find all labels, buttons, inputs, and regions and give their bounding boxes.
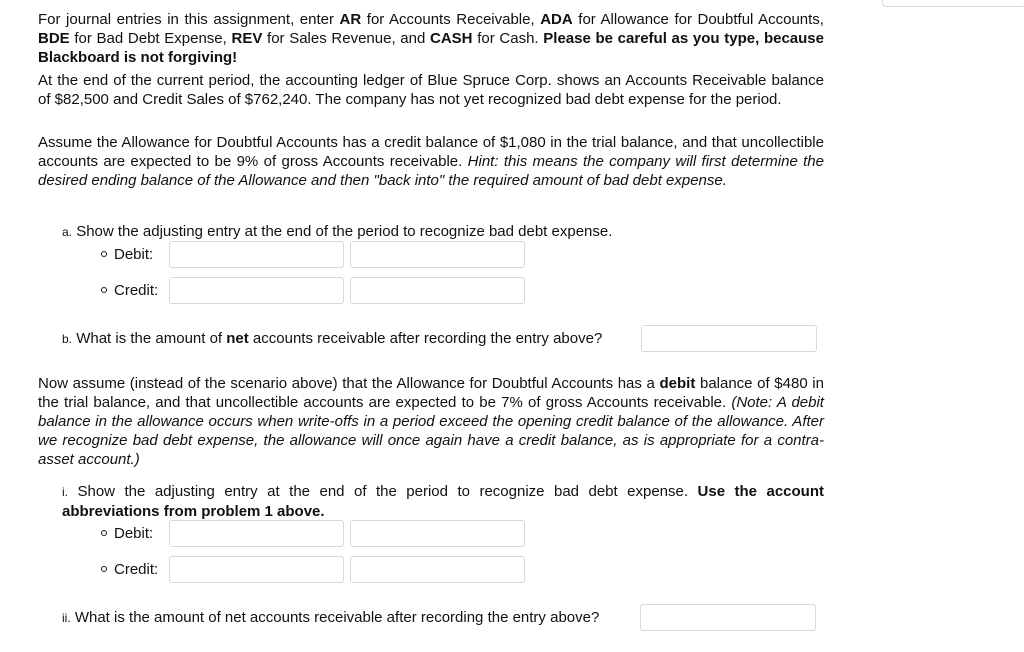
debit-amount-input-i[interactable] xyxy=(350,520,525,547)
credit-amount-input-a[interactable] xyxy=(350,277,525,304)
credit-account-input-a[interactable] xyxy=(169,277,344,304)
debit-label-a: Debit: xyxy=(101,245,153,264)
scenario-2-paragraph: Now assume (instead of the scenario above) that the Allowance for Doubtful Accounts has a debit balance of $480 in the trial balance, and that uncollectible accounts are expected to be 7% of gross Accounts receivable. (Note: A debit balance in the allowance occurs when write-offs in a period exceed the opening credit balance of the allowance. After we recognize bad debt expense, the allowance will once again have a credit balance, as is appropriate for a contra-asset account.) xyxy=(38,375,824,468)
corner-frame xyxy=(882,0,1024,7)
question-a: a. Show the adjusting entry at the end of the period to recognize bad debt expense. xyxy=(62,223,613,240)
credit-label-i: Credit: xyxy=(101,560,158,579)
debit-label-i: Debit: xyxy=(101,524,153,543)
credit-label-a: Credit: xyxy=(101,281,158,300)
instructions-paragraph: For journal entries in this assignment, enter AR for Accounts Receivable, ADA for Allowance for Doubtful Accounts, BDE for Bad Debt Expense, REV for Sales Revenue, and CASH for Cash. Please be careful as you type, because Blackboard is not forgiving! xyxy=(38,11,824,66)
net-ar-input-ii[interactable] xyxy=(640,604,816,631)
debit-account-input-a[interactable] xyxy=(169,241,344,268)
debit-amount-input-a[interactable] xyxy=(350,241,525,268)
credit-account-input-i[interactable] xyxy=(169,556,344,583)
debit-account-input-i[interactable] xyxy=(169,520,344,547)
question-i: i. Show the adjusting entry at the end of the period to recognize bad debt expense. Use the account abbreviations from problem 1 above. xyxy=(62,483,824,520)
net-ar-input-b[interactable] xyxy=(641,325,817,352)
question-number: a. xyxy=(62,225,73,239)
assumption-paragraph: Assume the Allowance for Doubtful Accounts has a credit balance of $1,080 in the trial balance, and that uncollectible accounts are expected to be 9% of gross Accounts receivable. Hint: this means the company will first determine the desired ending balance of the Allowance and then "back into" the required amount of bad debt expense. xyxy=(38,134,824,189)
credit-amount-input-i[interactable] xyxy=(350,556,525,583)
question-b: b. What is the amount of net accounts receivable after recording the entry above? xyxy=(62,330,603,347)
question-ii: ii. What is the amount of net accounts receivable after recording the entry above? xyxy=(62,609,600,626)
scenario-paragraph: At the end of the current period, the accounting ledger of Blue Spruce Corp. shows an Accounts Receivable balance of $82,500 and Credit Sales of $762,240. The company has not yet recognized bad debt expense for the period. xyxy=(38,72,824,108)
